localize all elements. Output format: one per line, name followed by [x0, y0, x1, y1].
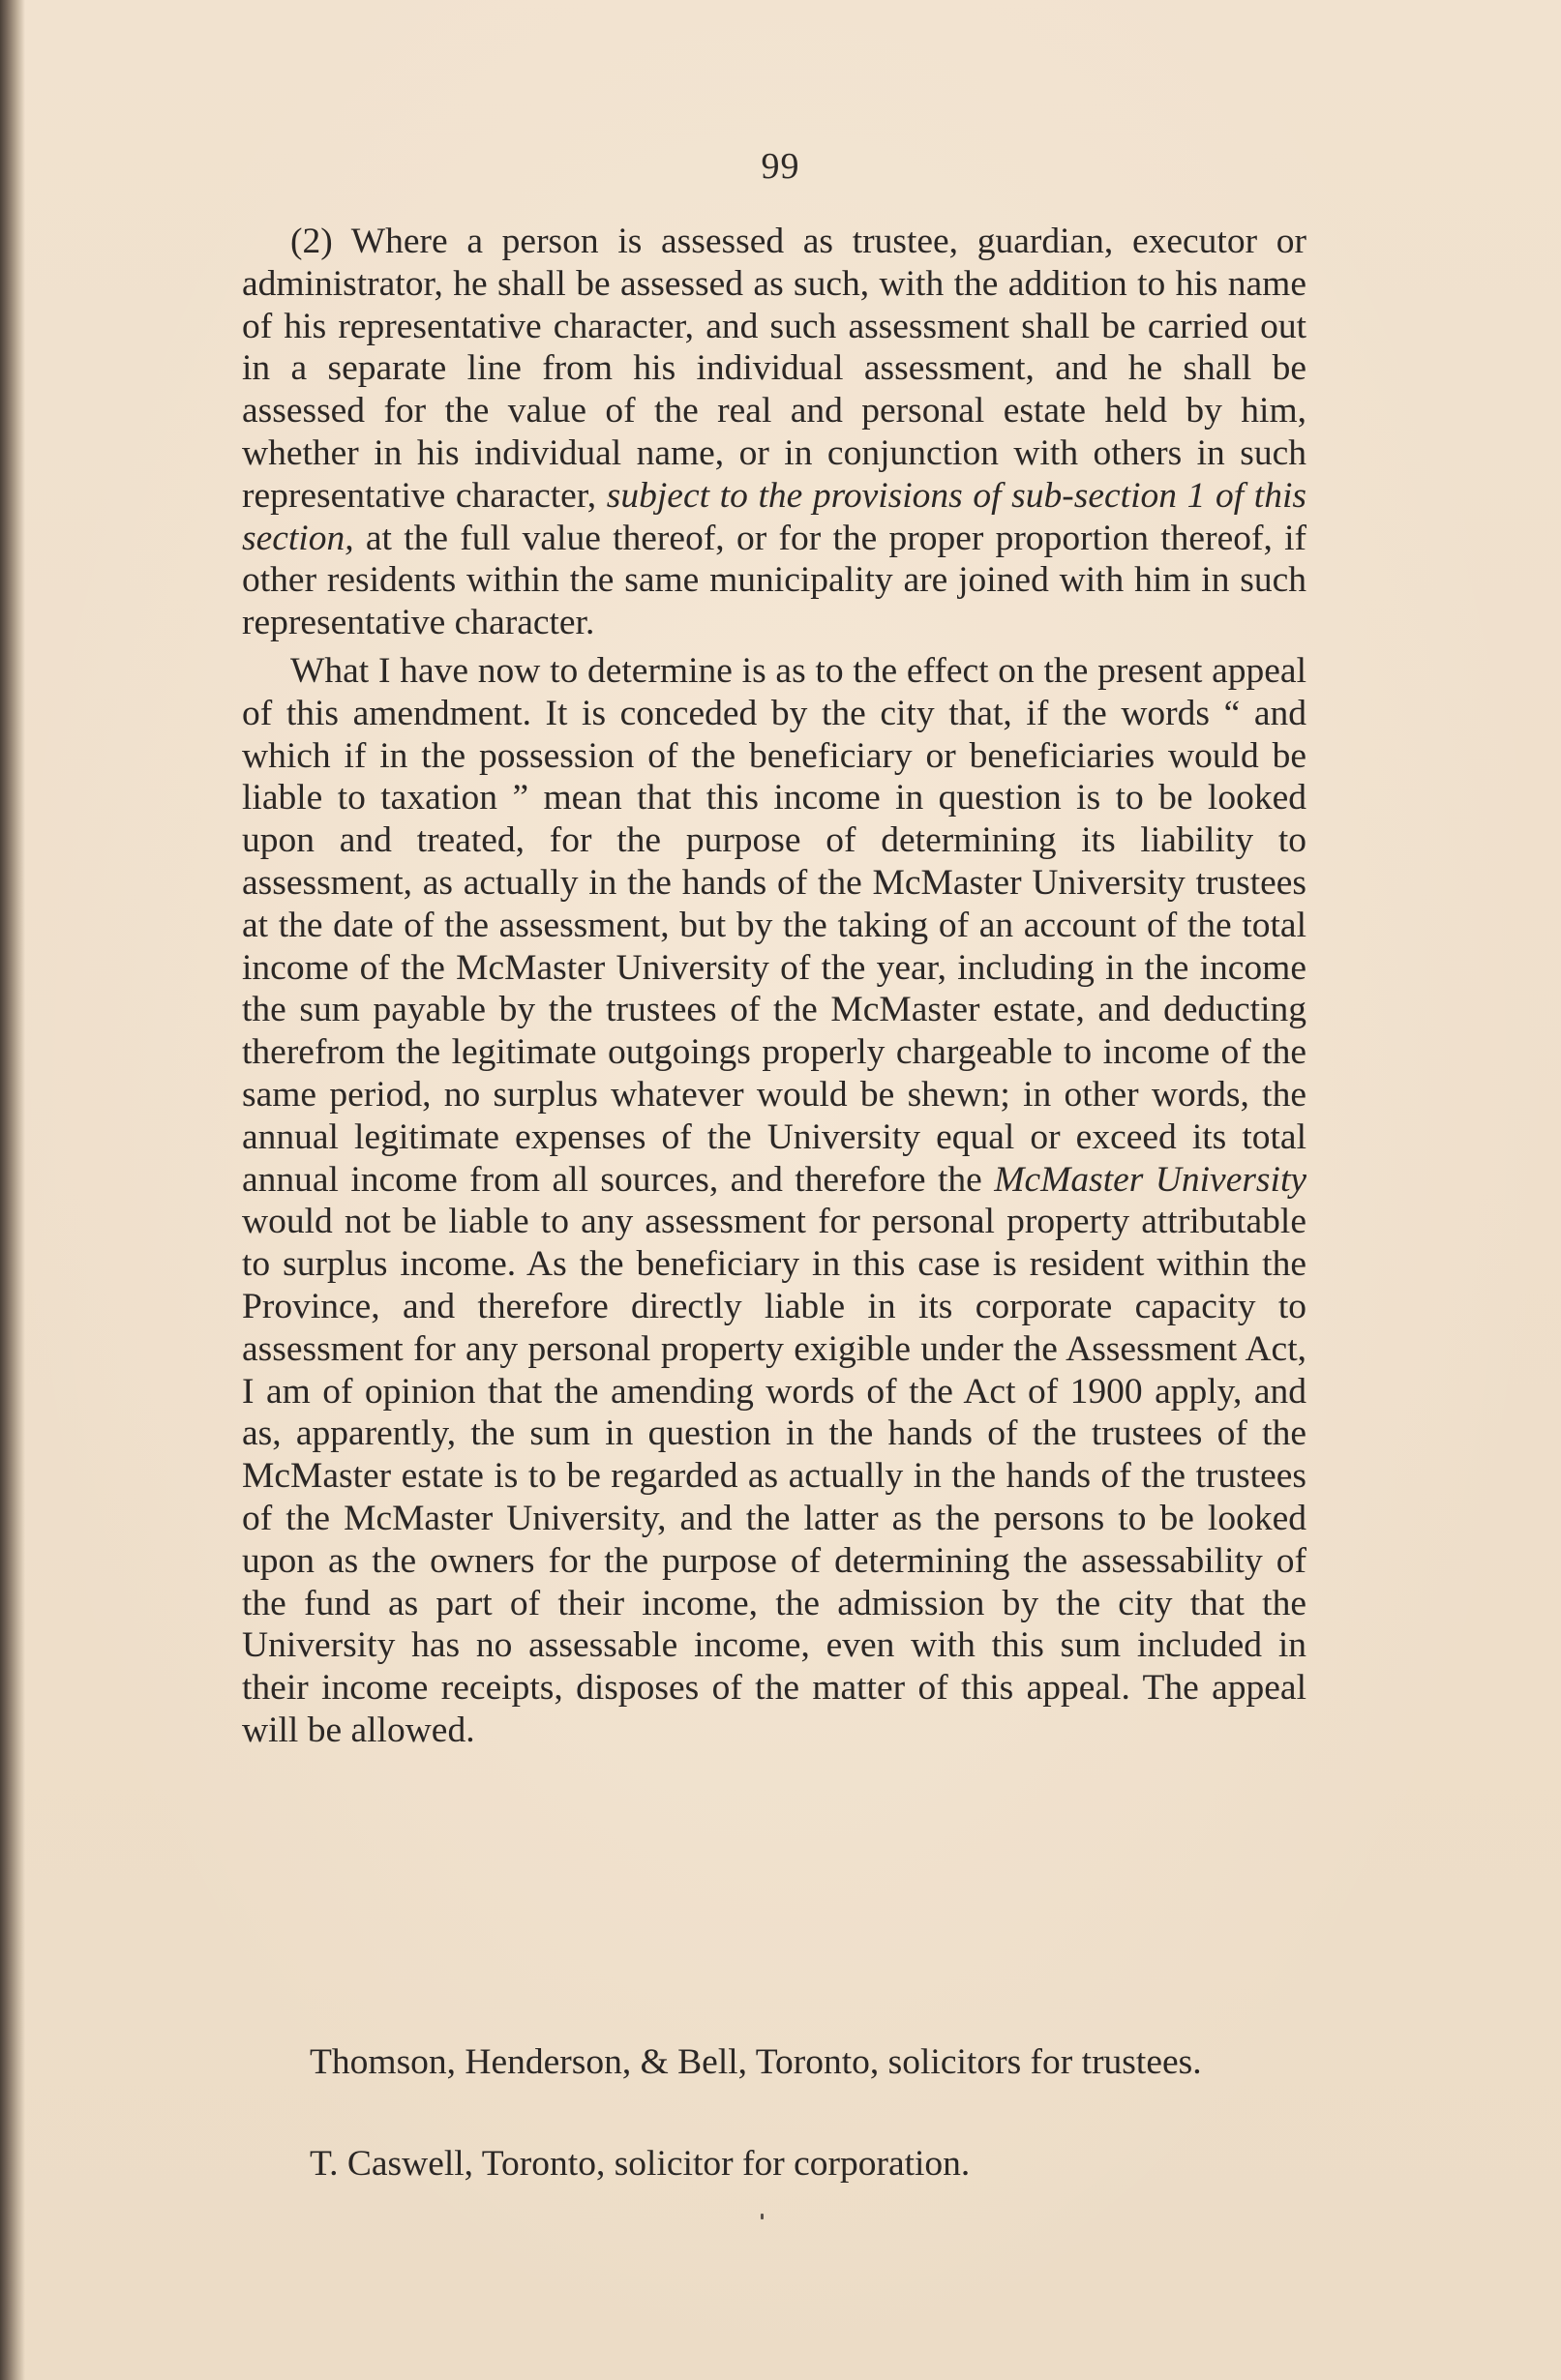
body-text: [242, 221, 1306, 1752]
italic-segment: McMaster University: [994, 1159, 1307, 1200]
text-segment: (2) Where a person is assessed as trustee, guardian, executor or administrator, he shall be assessed as such, with the addition to his name of his representative character, and such assessment shall be carried out in a separate line from his individual assessment, and he shall be assessed for the value of the real and personal estate held by him, whether in his individual name, or in conjunction with others in such representative character,: [242, 222, 1306, 516]
text-segment: would not be liable to any assessment for personal property attributable to surplus income. As the beneficiary in this case is resident within the Province, and therefore directly liable in its corporate capacity to assessment for any personal property exigible under the Assessment Act, I am of opinion that the amending words of the Act of 1900 apply, and as, apparently, the sum in question in the hands of the trustees of the McMaster estate is to be regarded as actually in the hands of the trustees of the McMaster University, and the latter as the persons to be looked upon as the owners for the purpose of determining the assessability of the fund as part of their income, the admission by the city that the University has no assessable income, even with this sum included in their income receipts, disposes of the matter of this appeal. The appeal will be allowed.: [242, 1202, 1306, 1750]
page-number: 99: [761, 146, 800, 187]
solicitors-for-trustees: Thomson, Henderson, & Bell, Toronto, solicitors for trustees.: [310, 2042, 1202, 2082]
paragraph-subsection-2: [242, 221, 1306, 644]
italic-segment: subject to the provisions of sub-section 1 of this section,: [242, 475, 1306, 558]
solicitor-for-corporation: T. Caswell, Toronto, solicitor for corporation.: [310, 2144, 971, 2184]
ink-speck: [761, 2214, 764, 2219]
paragraph-judgment: [242, 650, 1306, 1752]
text-segment: What I have now to determine is as to the effect on the present appeal of this amendment. It is conceded by the city that, if the words “ and which if in the possession of the beneficiary or beneficiaries would be liable to taxation ” mean that this income in question is to be looked upon and treated, for the purpose of determining its liability to assessment, as actually in the hands of the McMaster University trustees at the date of the assessment, but by the taking of an account of the total income of the McMaster University of the year, including in the income the sum payable by the trustees of the McMaster estate, and deducting therefrom the legitimate outgoings properly chargeable to income of the same period, no surplus whatever would be shewn; in other words, the annual legitimate expenses of the University equal or exceed its total annual income from all sources, and therefore the: [242, 650, 1306, 1200]
book-spine-shadow: [0, 0, 25, 2380]
text-segment: at the full value thereof, or for the proper proportion thereof, if other residents within the same municipality are joined with him in such representative character.: [242, 518, 1306, 643]
